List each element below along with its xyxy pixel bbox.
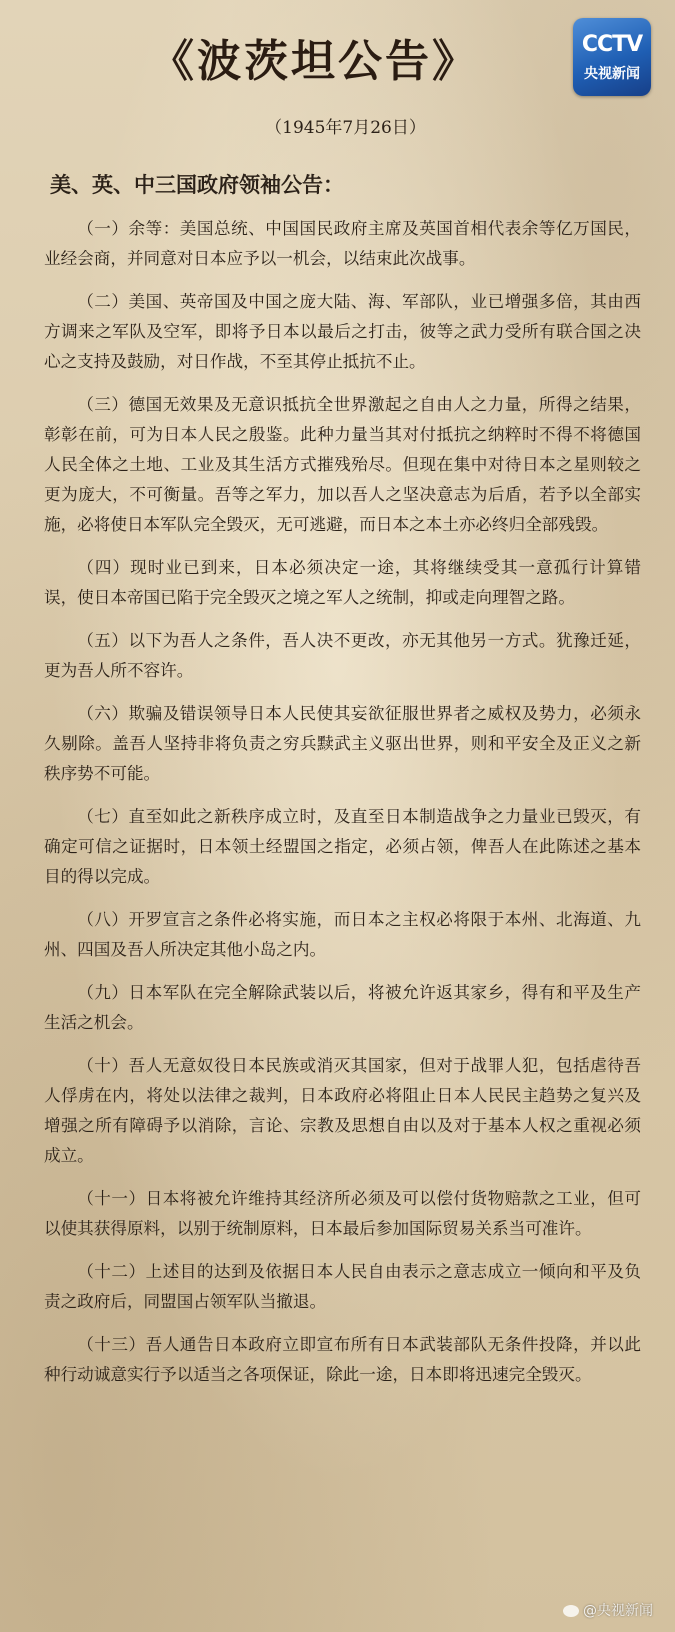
article-4: （四）现时业已到来，日本必须决定一途，其将继续受其一意孤行计算错误，使日本帝国已陷于完全毁灭之境之军人之统制，抑或走向理智之路。 bbox=[44, 558, 641, 607]
weibo-watermark bbox=[563, 1600, 653, 1620]
article-5: （五）以下为吾人之条件，吾人决不更改，亦无其他另一方式。犹豫迁延，更为吾人所不容许。 bbox=[44, 631, 641, 680]
article-11: （十一）日本将被允许维持其经济所必须及可以偿付货物赔款之工业，但可以使其获得原料，以别于统制原料，日本最后参加国际贸易关系当可准许。 bbox=[44, 1189, 641, 1238]
article-1: （一）余等：美国总统、中国国民政府主席及英国首相代表余等亿万国民，业经会商，并同意对日本应予以一机会，以结束此次战事。 bbox=[44, 219, 641, 268]
document-heading: 美、英、中三国政府领袖公告： bbox=[50, 172, 344, 197]
document-date: （1945年7月26日） bbox=[265, 118, 426, 138]
document-title: 《波茨坦公告》 bbox=[150, 36, 479, 87]
article-12: （十二）上述目的达到及依据日本人民自由表示之意志成立一倾向和平及负责之政府后，同盟国占领军队当撤退。 bbox=[44, 1262, 641, 1311]
cctv-logo-mark: CCTV bbox=[581, 32, 643, 57]
article-13: （十三）吾人通告日本政府立即宣布所有日本武装部队无条件投降，并以此种行动诚意实行予以适当之各项保证，除此一途，日本即将迅速完全毁灭。 bbox=[44, 1335, 641, 1384]
article-9: （九）日本军队在完全解除武装以后，将被允许返其家乡，得有和平及生产生活之机会。 bbox=[44, 983, 641, 1032]
watermark-text: @央视新闻 bbox=[583, 1603, 653, 1619]
article-8: （八）开罗宣言之条件必将实施，而日本之主权必将限于本州、北海道、九州、四国及吾人所决定其他小岛之内。 bbox=[44, 910, 641, 959]
cctv-logo-text: 央视新闻 bbox=[584, 66, 640, 82]
cctv-news-logo bbox=[573, 18, 651, 96]
weibo-icon bbox=[563, 1605, 579, 1617]
article-3: （三）德国无效果及无意识抵抗全世界激起之自由人之力量，所得之结果，彰彰在前，可为日本人民之殷鉴。此种力量当其对付抵抗之纳粹时不得不将德国人民全体之土地、工业及其生活方式摧残殆尽。但现在集中对待日本之星则较之更为庞大，不可衡量。吾等之军力，加以吾人之坚决意志为后盾，若予以全部实施，必将使日本军队完全毁灭，无可逃避，而日本之本土亦必终归全部残毁。 bbox=[44, 395, 641, 534]
article-6: （六）欺骗及错误领导日本人民使其妄欲征服世界者之威权及势力，必须永久剔除。盖吾人坚持非将负责之穷兵黩武主义驱出世界，则和平安全及正义之新秩序势不可能。 bbox=[44, 704, 641, 783]
article-10: （十）吾人无意奴役日本民族或消灭其国家，但对于战罪人犯，包括虐待吾人俘虏在内，将处以法律之裁判，日本政府必将阻止日本人民民主趋势之复兴及增强之所有障碍予以消除，言论、宗教及思想自由以及对于基本人权之重视必须成立。 bbox=[44, 1056, 641, 1165]
article-2: （二）美国、英帝国及中国之庞大陆、海、军部队，业已增强多倍，其由西方调来之军队及空军，即将予日本以最后之打击，彼等之武力受所有联合国之决心之支持及鼓励，对日作战，不至其停止抵抗不止。 bbox=[44, 292, 641, 371]
article-7: （七）直至如此之新秩序成立时，及直至日本制造战争之力量业已毁灭，有确定可信之证据时，日本领土经盟国之指定，必须占领，俾吾人在此陈述之基本目的得以完成。 bbox=[44, 807, 641, 886]
